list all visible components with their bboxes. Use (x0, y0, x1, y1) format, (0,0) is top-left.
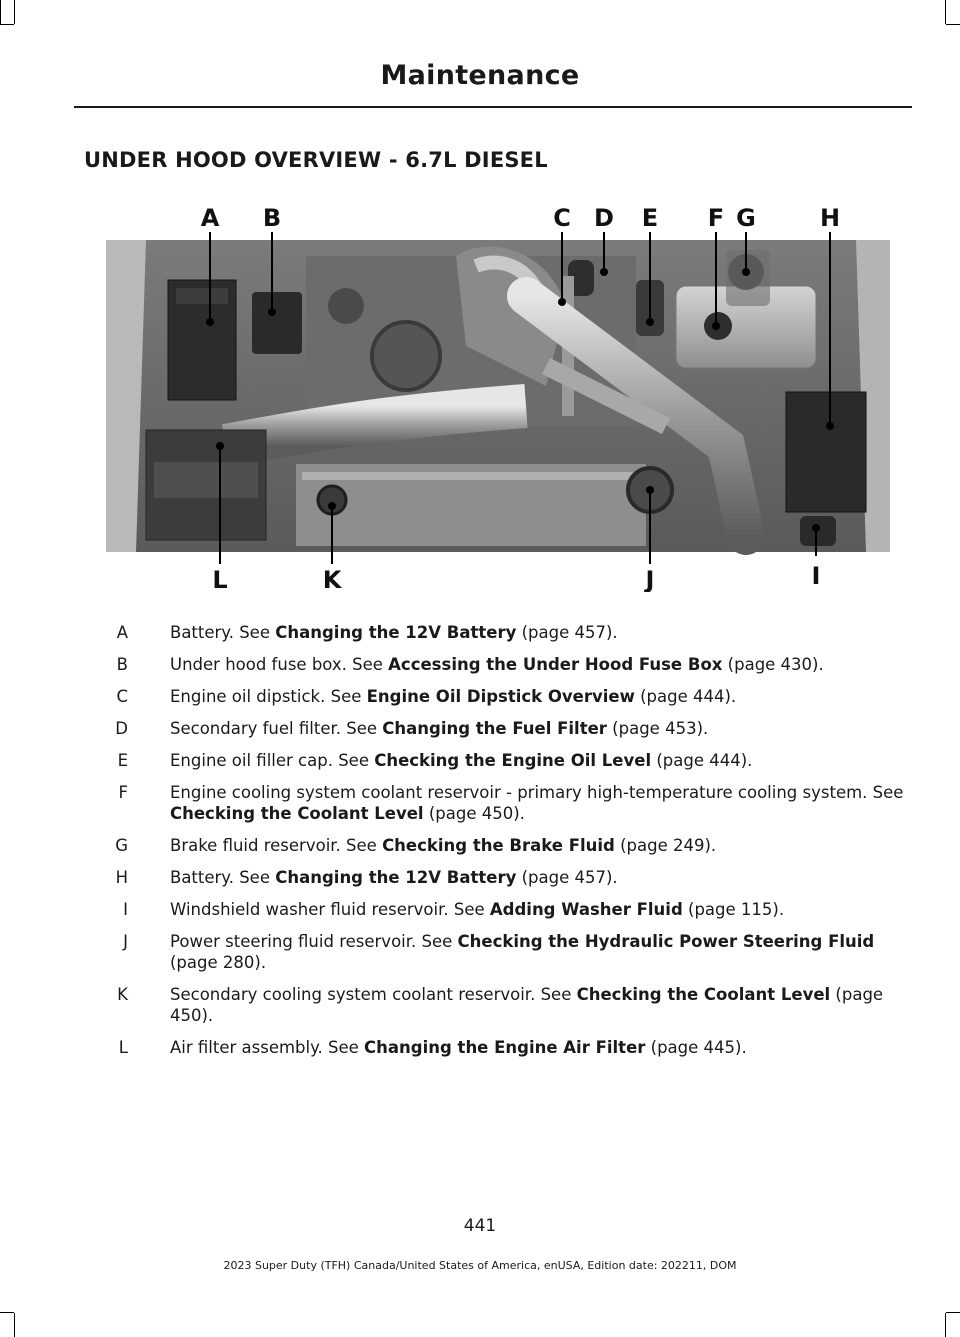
page-reference: (page 453). (606, 719, 709, 738)
cross-reference-link[interactable]: Accessing the Under Hood Fuse Box (388, 655, 723, 674)
legend-text: Battery. See (170, 623, 276, 642)
legend-text: Battery. See (170, 868, 276, 887)
crop-mark (0, 1312, 14, 1313)
legend-text: Engine cooling system coolant reservoir - primary high-temperature cooling system. See (170, 783, 904, 802)
legend-text: Secondary cooling system coolant reservoir. See (170, 985, 577, 1004)
page-reference: (page 430). (722, 655, 824, 674)
engine-part (328, 288, 364, 324)
cross-reference-link[interactable]: Checking the Brake Fluid (382, 836, 615, 855)
legend-text: Windshield washer fluid reservoir. See (170, 900, 490, 919)
callout-label-e: E (641, 204, 659, 232)
legend-text: Engine oil filler cap. See (170, 751, 375, 770)
callout-label-a: A (200, 204, 220, 232)
legend-item (106, 835, 906, 856)
legend-item (106, 984, 906, 1026)
page-reference: (page 444). (634, 687, 737, 706)
air-filter-vents (154, 462, 258, 498)
legend-text: Power steering fluid reservoir. See (170, 932, 458, 951)
legend-text: Under hood fuse box. See (170, 655, 389, 674)
legend-item (106, 782, 906, 824)
legend-list (106, 622, 906, 1069)
callout-label-d: D (594, 204, 614, 232)
callout-label-f: F (707, 204, 725, 232)
callout-label-c: C (553, 204, 571, 232)
legend-item (106, 750, 906, 771)
battery-right (786, 392, 866, 512)
legend-text: Engine oil dipstick. See (170, 687, 367, 706)
cross-reference-link[interactable]: Checking the Coolant Level (170, 804, 424, 823)
legend-letter: A (116, 623, 128, 642)
callout-label-k: K (322, 566, 342, 592)
page-reference: (page 457). (516, 868, 618, 887)
crop-mark (14, 0, 15, 24)
legend-item (106, 622, 906, 643)
page-reference: (page 444). (651, 751, 753, 770)
legend-item (106, 686, 906, 707)
legend-letter: H (115, 868, 128, 887)
legend-letter: I (123, 900, 128, 919)
crop-mark (946, 24, 960, 25)
legend-item (106, 718, 906, 739)
page-reference: (page 450). (423, 804, 525, 823)
callout-label-l: L (212, 566, 228, 592)
page-reference: (page 115). (682, 900, 785, 919)
crop-mark (945, 0, 946, 24)
radiator-fins (302, 472, 640, 480)
brake-reservoir-body (726, 250, 770, 306)
legend-letter: D (115, 719, 128, 738)
callout-label-i: I (811, 562, 821, 590)
engine-part (372, 322, 440, 390)
legend-letter: L (118, 1038, 128, 1057)
legend-item (106, 899, 906, 920)
legend-item (106, 931, 906, 973)
cross-reference-link[interactable]: Checking the Coolant Level (576, 985, 831, 1004)
cross-reference-link[interactable]: Adding Washer Fluid (489, 900, 683, 919)
page-header-title: Maintenance (380, 60, 580, 91)
cross-reference-link[interactable]: Checking the Hydraulic Power Steering Fluid (457, 932, 875, 951)
legend-letter: J (123, 932, 128, 951)
legend-letter: C (116, 687, 128, 706)
page-reference: (page 445). (645, 1038, 747, 1057)
cross-reference-link[interactable]: Engine Oil Dipstick Overview (366, 687, 635, 706)
battery-left-top (176, 288, 228, 304)
callout-label-b: B (262, 204, 282, 232)
cross-reference-link[interactable]: Changing the Engine Air Filter (364, 1038, 646, 1057)
legend-text: Secondary fuel filter. See (170, 719, 383, 738)
fuse-box (252, 292, 302, 354)
legend-letter: F (118, 783, 128, 802)
crop-mark (945, 1313, 946, 1337)
crop-mark (946, 1312, 960, 1313)
legend-letter: K (117, 985, 128, 1004)
legend-item (106, 1037, 906, 1058)
header-divider (74, 106, 912, 108)
page-footer: 2023 Super Duty (TFH) Canada/United States of America, enUSA, Edition date: 202211, DOM (223, 1259, 737, 1272)
page-reference: (page 457). (516, 623, 618, 642)
callout-label-h: H (819, 204, 841, 232)
callout-label-j: J (645, 566, 655, 592)
legend-item (106, 867, 906, 888)
legend-letter: E (117, 751, 128, 770)
crop-mark (0, 0, 1, 24)
legend-letter: G (115, 836, 128, 855)
callout-label-g: G (736, 204, 756, 232)
cross-reference-link[interactable]: Changing the Fuel Filter (382, 719, 607, 738)
legend-letter: B (116, 655, 128, 674)
engine-bay-diagram (106, 196, 890, 592)
crop-mark (0, 24, 14, 25)
cross-reference-link[interactable]: Changing the 12V Battery (275, 623, 517, 642)
section-title: UNDER HOOD OVERVIEW - 6.7L DIESEL (84, 148, 548, 172)
page-reference: (page 249). (614, 836, 717, 855)
page-reference: (page 450). (170, 985, 884, 1025)
page-reference: (page 280). (170, 953, 267, 972)
crop-mark (14, 1313, 15, 1337)
cross-reference-link[interactable]: Checking the Engine Oil Level (374, 751, 652, 770)
cross-reference-link[interactable]: Changing the 12V Battery (275, 868, 517, 887)
legend-text: Brake fluid reservoir. See (170, 836, 383, 855)
page-number: 441 (463, 1216, 497, 1236)
legend-item (106, 654, 906, 675)
legend-text: Air filter assembly. See (170, 1038, 365, 1057)
